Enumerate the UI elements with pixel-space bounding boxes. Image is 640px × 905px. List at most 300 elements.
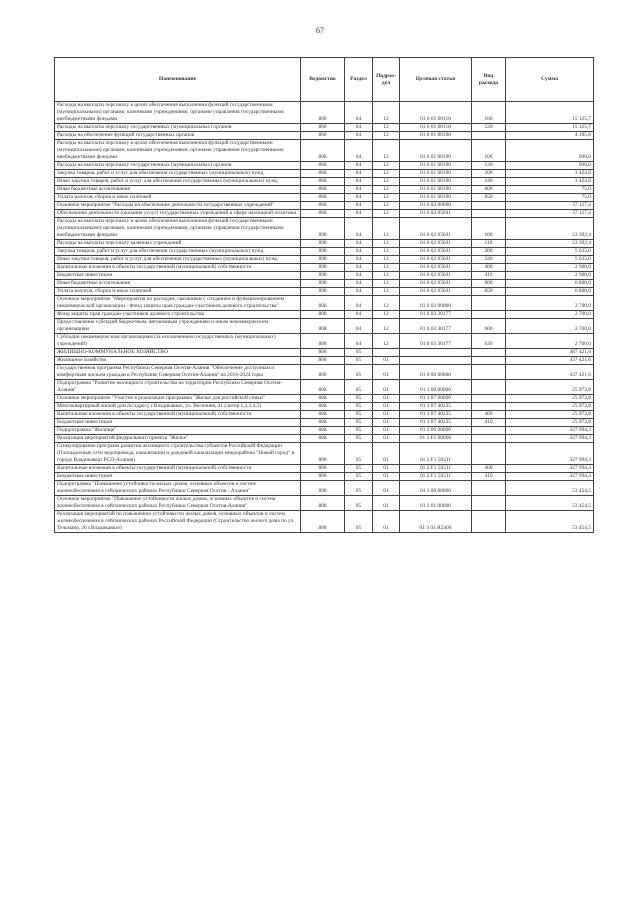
cell-sum: 37 127,4 xyxy=(506,202,594,210)
cell-sum: 25 972,8 xyxy=(506,395,594,403)
cell-target-article xyxy=(400,349,472,357)
cell-name: Уплата налогов, сборов и иных платежей xyxy=(55,288,301,296)
cell-sum: 327 994,3 xyxy=(506,435,594,443)
table-row xyxy=(55,210,594,218)
cell-expense-type xyxy=(472,132,506,140)
cell-podrazdel: 01 xyxy=(373,419,400,427)
cell-sum: 3 424,8 xyxy=(506,170,594,178)
cell-podrazdel: 01 xyxy=(373,511,400,533)
cell-name: Основное мероприятие "Участие в реализации программы "Жилье для российской семьи" xyxy=(55,395,301,403)
cell-podrazdel: 01 xyxy=(373,380,400,395)
cell-razdel: 05 xyxy=(345,473,373,481)
cell-vedomstvo: 808 xyxy=(301,319,345,334)
cell-name: Уплата налогов, сборов и иных платежей xyxy=(55,194,301,202)
cell-sum: 22 392,4 xyxy=(506,240,594,248)
cell-podrazdel: 12 xyxy=(373,132,400,140)
table-row xyxy=(55,380,594,395)
cell-vedomstvo: 808 xyxy=(301,140,345,162)
cell-target-article: 01 3 01 00000 xyxy=(400,496,472,511)
cell-target-article: 01 6 03 30177 xyxy=(400,311,472,319)
cell-vedomstvo: 808 xyxy=(301,202,345,210)
cell-razdel: 05 xyxy=(345,411,373,419)
cell-name: Расходы на выплаты персоналу казенных учреждений xyxy=(55,240,301,248)
cell-podrazdel: 12 xyxy=(373,102,400,124)
cell-sum: 327 994,3 xyxy=(506,465,594,473)
cell-target-article: 01 6 02 05041 xyxy=(400,218,472,240)
cell-podrazdel: 12 xyxy=(373,178,400,186)
cell-podrazdel: 12 xyxy=(373,170,400,178)
cell-podrazdel: 12 xyxy=(373,256,400,264)
cell-sum: 696,0 xyxy=(506,162,594,170)
cell-sum: 327 994,3 xyxy=(506,443,594,465)
cell-name: Капитальные вложения в объекты государственной (муниципальной) собственности xyxy=(55,264,301,272)
cell-target-article: 01 1 00 00000 xyxy=(400,380,472,395)
cell-razdel: 04 xyxy=(345,162,373,170)
table-row xyxy=(55,319,594,334)
cell-podrazdel: 12 xyxy=(373,240,400,248)
cell-podrazdel: 12 xyxy=(373,319,400,334)
cell-expense-type: 400 xyxy=(472,411,506,419)
table-row xyxy=(55,280,594,288)
cell-target-article: 01 6 03 30177 xyxy=(400,319,472,334)
cell-podrazdel: 12 xyxy=(373,194,400,202)
cell-target-article: 01 6 02 05041 xyxy=(400,256,472,264)
cell-podrazdel: 01 xyxy=(373,395,400,403)
cell-sum: 6 800,0 xyxy=(506,280,594,288)
cell-podrazdel: 12 xyxy=(373,218,400,240)
cell-razdel: 05 xyxy=(345,481,373,496)
cell-vedomstvo: 808 xyxy=(301,411,345,419)
cell-expense-type: 100 xyxy=(472,218,506,240)
table-row xyxy=(55,403,594,411)
cell-name: Закупка товаров, работ и услуг для обеспечения государственных (муниципальных) нужд xyxy=(55,248,301,256)
cell-razdel: 04 xyxy=(345,264,373,272)
cell-razdel: 05 xyxy=(345,465,373,473)
cell-razdel: 04 xyxy=(345,140,373,162)
cell-razdel: 04 xyxy=(345,132,373,140)
cell-name: ЖИЛИЩНО-КОММУНАЛЬНОЕ ХОЗЯЙСТВО xyxy=(55,349,301,357)
cell-name: Реализация мероприятий по повышению устойчивости жилых домов, основных объектов и систем жизнеобеспечения в сейсмических районах Российской Федерации (Строительство жилого дома по ул. Тельмана, 26 г.Владикавказ) xyxy=(55,511,301,533)
cell-target-article: 01 6 01 00190 xyxy=(400,132,472,140)
cell-podrazdel: 01 xyxy=(373,496,400,511)
cell-name: Иные бюджетные ассигнования xyxy=(55,186,301,194)
cell-sum: 4 195,8 xyxy=(506,132,594,140)
cell-name: Многоквартирный жилой дом по адресу г.Владикавказ, ул. Весенняя, 41 (литер 1,2,3,4,5) xyxy=(55,403,301,411)
cell-podrazdel: 12 xyxy=(373,311,400,319)
cell-razdel: 05 xyxy=(345,357,373,365)
cell-name: Бюджетные инвестиции xyxy=(55,272,301,280)
cell-target-article: 01 6 02 05041 xyxy=(400,280,472,288)
table-row xyxy=(55,186,594,194)
table-row xyxy=(55,443,594,465)
cell-name: Фонд защиты прав граждан-участников долевого строительства xyxy=(55,311,301,319)
cell-vedomstvo: 808 xyxy=(301,481,345,496)
cell-expense-type xyxy=(472,481,506,496)
cell-target-article: 01 2 F1 00000 xyxy=(400,435,472,443)
cell-vedomstvo: 808 xyxy=(301,311,345,319)
table-row xyxy=(55,427,594,435)
cell-name: Государственная программа Республики Северная Осетия-Алания "Обеспечение доступным и комфортным жильем граждан в Республике Северная Осетия-Алания" на 2016-2024 годы xyxy=(55,365,301,380)
cell-vedomstvo: 808 xyxy=(301,357,345,365)
cell-target-article: 01 6 01 00190 xyxy=(400,162,472,170)
cell-razdel: 04 xyxy=(345,334,373,349)
cell-razdel: 04 xyxy=(345,272,373,280)
cell-sum: 6 800,0 xyxy=(506,288,594,296)
cell-name: Расходы на выплаты персоналу в целях обеспечения выполнения функций государственными (муниципальными) органами, казенными учреждениями, органами управления государственными внебюджетными фондами xyxy=(55,102,301,124)
cell-expense-type: 800 xyxy=(472,186,506,194)
cell-expense-type xyxy=(472,296,506,311)
cell-expense-type xyxy=(472,349,506,357)
table-row xyxy=(55,496,594,511)
cell-sum: 2 700,0 xyxy=(506,296,594,311)
cell-razdel: 05 xyxy=(345,427,373,435)
cell-podrazdel: 01 xyxy=(373,357,400,365)
cell-expense-type xyxy=(472,395,506,403)
cell-sum: 327 994,3 xyxy=(506,427,594,435)
cell-expense-type: 200 xyxy=(472,248,506,256)
cell-sum: 327 994,3 xyxy=(506,473,594,481)
cell-podrazdel: 12 xyxy=(373,248,400,256)
cell-expense-type xyxy=(472,435,506,443)
cell-razdel: 04 xyxy=(345,319,373,334)
cell-vedomstvo: 808 xyxy=(301,178,345,186)
cell-sum: 2 700,0 xyxy=(506,319,594,334)
cell-vedomstvo: 808 xyxy=(301,170,345,178)
table-row xyxy=(55,264,594,272)
cell-sum: 3 424,8 xyxy=(506,178,594,186)
cell-target-article: 01 6 02 05041 xyxy=(400,264,472,272)
table-row xyxy=(55,272,594,280)
cell-vedomstvo: 808 xyxy=(301,194,345,202)
cell-name: Основное мероприятие "Расходы на обеспечение деятельности государственных учреждений" xyxy=(55,202,301,210)
table-row xyxy=(55,481,594,496)
cell-name: Расходы на выплаты персоналу государственных (муниципальных) органов xyxy=(55,162,301,170)
cell-target-article: 01 2 F1 50211 xyxy=(400,465,472,473)
cell-sum: 696,0 xyxy=(506,140,594,162)
cell-razdel: 05 xyxy=(345,496,373,511)
budget-table xyxy=(54,57,594,533)
col-header-sum: Сумма xyxy=(506,58,594,102)
cell-vedomstvo: 808 xyxy=(301,210,345,218)
cell-sum: 15 125,7 xyxy=(506,124,594,132)
cell-expense-type xyxy=(472,311,506,319)
cell-podrazdel: 12 xyxy=(373,288,400,296)
cell-expense-type: 400 xyxy=(472,465,506,473)
cell-target-article: 01 6 01 00190 xyxy=(400,140,472,162)
cell-expense-type: 800 xyxy=(472,280,506,288)
table-row xyxy=(55,218,594,240)
cell-name: Расходы на выплаты персоналу в целях обеспечения выполнения функций государственными (муниципальными) органами, казенными учреждениями, органами управления государственными внебюджетными фондами xyxy=(55,140,301,162)
cell-razdel: 04 xyxy=(345,280,373,288)
col-header-vedomstvo: Ведомство xyxy=(301,58,345,102)
cell-razdel: 04 xyxy=(345,102,373,124)
cell-sum: 5 035,0 xyxy=(506,248,594,256)
table-row xyxy=(55,465,594,473)
cell-target-article: 01 3 00 00000 xyxy=(400,481,472,496)
cell-target-article: 01 6 01 00190 xyxy=(400,170,472,178)
cell-sum: 5 035,0 xyxy=(506,256,594,264)
table-row xyxy=(55,365,594,380)
cell-sum: 25 972,8 xyxy=(506,403,594,411)
cell-sum: 437 421,6 xyxy=(506,357,594,365)
cell-vedomstvo: 808 xyxy=(301,248,345,256)
cell-sum: 22 392,4 xyxy=(506,218,594,240)
cell-expense-type xyxy=(472,365,506,380)
cell-expense-type: 100 xyxy=(472,102,506,124)
cell-podrazdel: 12 xyxy=(373,296,400,311)
cell-podrazdel: 12 xyxy=(373,264,400,272)
table-row xyxy=(55,162,594,170)
cell-razdel: 04 xyxy=(345,124,373,132)
cell-target-article: 01 6 02 05041 xyxy=(400,272,472,280)
cell-name: Субсидии некоммерческим организациям (за исключением государственных (муниципальных) учреждений) xyxy=(55,334,301,349)
cell-expense-type: 100 xyxy=(472,140,506,162)
table-header-row xyxy=(55,58,594,102)
table-body xyxy=(55,102,594,533)
table-row xyxy=(55,194,594,202)
cell-vedomstvo: 808 xyxy=(301,435,345,443)
cell-target-article: 01 6 03 00000 xyxy=(400,296,472,311)
cell-expense-type xyxy=(472,380,506,395)
cell-expense-type: 120 xyxy=(472,162,506,170)
table-row xyxy=(55,102,594,124)
cell-name: Иные бюджетные ассигнования xyxy=(55,280,301,288)
cell-name: Иные закупки товаров, работ и услуг для обеспечения государственных (муниципальных) нужд xyxy=(55,256,301,264)
cell-name: Стимулирование программ развития жилищного строительства субъектов Российской Федерации (Площадочные сети водопровода, канализации и дождевой канализации микрорайона "Новый город" в городе Владикавказ РСО-Алания) xyxy=(55,443,301,465)
cell-target-article: 01 0 00 00000 xyxy=(400,365,472,380)
cell-razdel: 04 xyxy=(345,218,373,240)
cell-vedomstvo: 808 xyxy=(301,465,345,473)
cell-name: Основное мероприятие "Мероприятия по расходам, связанным с созданием и функционированием некоммерческой организации - Фонд защиты прав граждан-участников долевого строительства" xyxy=(55,296,301,311)
table-row xyxy=(55,296,594,311)
cell-vedomstvo: 808 xyxy=(301,272,345,280)
table-row xyxy=(55,178,594,186)
cell-vedomstvo: 808 xyxy=(301,419,345,427)
cell-expense-type: 240 xyxy=(472,178,506,186)
cell-sum: 487 421,6 xyxy=(506,349,594,357)
cell-razdel: 04 xyxy=(345,210,373,218)
cell-vedomstvo: 808 xyxy=(301,124,345,132)
cell-razdel: 05 xyxy=(345,365,373,380)
cell-vedomstvo: 808 xyxy=(301,296,345,311)
cell-sum: 25 972,8 xyxy=(506,419,594,427)
cell-razdel: 04 xyxy=(345,240,373,248)
cell-razdel: 05 xyxy=(345,435,373,443)
cell-name: Расходы на выплаты персоналу в целях обеспечения выполнения функций государственными (муниципальными) органами, казенными учреждениями, органами управления государственными внебюджетными фондами xyxy=(55,218,301,240)
cell-expense-type: 400 xyxy=(472,264,506,272)
table-row xyxy=(55,170,594,178)
cell-name: Бюджетные инвестиции xyxy=(55,473,301,481)
cell-name: Расходы на обеспечение функций государственных органов xyxy=(55,132,301,140)
cell-name: Бюджетные инвестиции xyxy=(55,419,301,427)
cell-razdel: 04 xyxy=(345,296,373,311)
cell-podrazdel: 01 xyxy=(373,365,400,380)
cell-razdel: 05 xyxy=(345,349,373,357)
cell-sum: 2 900,0 xyxy=(506,264,594,272)
cell-podrazdel: 01 xyxy=(373,427,400,435)
cell-sum: 53 454,5 xyxy=(506,496,594,511)
cell-vedomstvo: 808 xyxy=(301,334,345,349)
table-row xyxy=(55,395,594,403)
cell-target-article: 01 1 07 40235 xyxy=(400,403,472,411)
cell-expense-type: 630 xyxy=(472,334,506,349)
cell-sum: 75,0 xyxy=(506,194,594,202)
cell-podrazdel: 12 xyxy=(373,186,400,194)
cell-target-article: 01 6 01 00110 xyxy=(400,124,472,132)
table-row xyxy=(55,357,594,365)
table-row xyxy=(55,311,594,319)
table-row xyxy=(55,202,594,210)
cell-expense-type: 410 xyxy=(472,419,506,427)
table-row xyxy=(55,256,594,264)
cell-vedomstvo: 808 xyxy=(301,256,345,264)
cell-sum: 2 700,0 xyxy=(506,334,594,349)
cell-razdel: 05 xyxy=(345,403,373,411)
cell-name: Капитальные вложения в объекты государственной (муниципальной) собственности xyxy=(55,411,301,419)
cell-vedomstvo: 808 xyxy=(301,186,345,194)
cell-razdel: 05 xyxy=(345,443,373,465)
cell-target-article: 01 1 07 00000 xyxy=(400,395,472,403)
cell-vedomstvo: 808 xyxy=(301,496,345,511)
cell-podrazdel: 01 xyxy=(373,473,400,481)
cell-vedomstvo: 808 xyxy=(301,240,345,248)
cell-sum: 25 972,8 xyxy=(506,411,594,419)
table-row xyxy=(55,288,594,296)
cell-vedomstvo: 808 xyxy=(301,218,345,240)
cell-razdel: 04 xyxy=(345,202,373,210)
cell-name: Расходы на выплаты персоналу государственных (муниципальных) органов xyxy=(55,124,301,132)
cell-target-article xyxy=(400,357,472,365)
cell-name: Капитальные вложения в объекты государственной (муниципальной) собственности xyxy=(55,465,301,473)
table-row xyxy=(55,349,594,357)
table-row xyxy=(55,419,594,427)
cell-target-article: 01 2 00 00000 xyxy=(400,427,472,435)
cell-vedomstvo: 808 xyxy=(301,511,345,533)
cell-name: Иные закупки товаров, работ и услуг для обеспечения государственных (муниципальных) нужд xyxy=(55,178,301,186)
cell-name: Жилищное хозяйство xyxy=(55,357,301,365)
cell-target-article: 01 6 02 05041 xyxy=(400,248,472,256)
cell-target-article: 01 2 F1 50211 xyxy=(400,443,472,465)
cell-expense-type: 850 xyxy=(472,194,506,202)
cell-sum: 25 972,8 xyxy=(506,380,594,395)
cell-target-article: 01 6 02 05041 xyxy=(400,288,472,296)
cell-podrazdel: 12 xyxy=(373,162,400,170)
cell-name: Подпрограмма "Жилище" xyxy=(55,427,301,435)
cell-sum: 75,0 xyxy=(506,186,594,194)
cell-sum: 2 900,0 xyxy=(506,272,594,280)
cell-expense-type: 200 xyxy=(472,170,506,178)
cell-podrazdel xyxy=(373,349,400,357)
cell-expense-type xyxy=(472,357,506,365)
cell-razdel: 04 xyxy=(345,256,373,264)
cell-podrazdel: 12 xyxy=(373,334,400,349)
cell-expense-type xyxy=(472,403,506,411)
cell-target-article: 01 6 01 00190 xyxy=(400,194,472,202)
col-header-razdel: Раздел xyxy=(345,58,373,102)
cell-podrazdel: 12 xyxy=(373,272,400,280)
cell-expense-type xyxy=(472,210,506,218)
cell-target-article: 01 1 07 40235 xyxy=(400,411,472,419)
cell-vedomstvo: 808 xyxy=(301,288,345,296)
table-row xyxy=(55,334,594,349)
cell-vedomstvo: 808 xyxy=(301,132,345,140)
cell-name: Подпрограмма "Повышение устойчивости жилых домов, основных объектов и систем жизнеобеспечения в сейсмических районах Республики Северная Осетия - Алания" xyxy=(55,481,301,496)
cell-expense-type: 600 xyxy=(472,319,506,334)
cell-podrazdel: 01 xyxy=(373,481,400,496)
cell-target-article: 01 6 02 05041 xyxy=(400,210,472,218)
cell-target-article: 01 2 F1 50211 xyxy=(400,473,472,481)
cell-podrazdel: 01 xyxy=(373,435,400,443)
cell-razdel: 04 xyxy=(345,248,373,256)
cell-podrazdel: 12 xyxy=(373,280,400,288)
cell-name: Реализация мероприятий федерального проекта "Жилье" xyxy=(55,435,301,443)
cell-razdel: 04 xyxy=(345,311,373,319)
col-header-name: Наименование xyxy=(55,58,301,102)
cell-name: Предоставление субсидий бюджетным, автономным учреждениям и иным некоммерческим организациям xyxy=(55,319,301,334)
cell-name: Подпрограмма "Развитие жилищного строительства на территории Республики Северная Осетия-Алания" xyxy=(55,380,301,395)
cell-podrazdel: 12 xyxy=(373,202,400,210)
table-row xyxy=(55,473,594,481)
cell-podrazdel: 01 xyxy=(373,403,400,411)
cell-expense-type xyxy=(472,443,506,465)
cell-vedomstvo: 808 xyxy=(301,395,345,403)
table-row xyxy=(55,132,594,140)
cell-vedomstvo: 808 xyxy=(301,365,345,380)
cell-expense-type: 110 xyxy=(472,240,506,248)
cell-vedomstvo: 808 xyxy=(301,473,345,481)
table-row xyxy=(55,248,594,256)
cell-vedomstvo: 808 xyxy=(301,349,345,357)
cell-target-article: 01 6 01 00190 xyxy=(400,186,472,194)
cell-vedomstvo: 808 xyxy=(301,264,345,272)
cell-target-article: 01 6 01 00110 xyxy=(400,102,472,124)
cell-target-article: 01 6 02 05041 xyxy=(400,240,472,248)
cell-sum: 2 700,0 xyxy=(506,311,594,319)
cell-podrazdel: 01 xyxy=(373,443,400,465)
cell-name: Основное мероприятие "Повышение устойчивости жилых домов, основных объектов и систем жизнеобеспечения в сейсмических районах Республики Северная Осетия-Алания" xyxy=(55,496,301,511)
cell-podrazdel: 01 xyxy=(373,411,400,419)
col-header-podrazdel: Подраз- дел xyxy=(373,58,400,102)
table-row xyxy=(55,511,594,533)
cell-vedomstvo: 808 xyxy=(301,102,345,124)
cell-razdel: 04 xyxy=(345,194,373,202)
cell-target-article: 01 6 03 30177 xyxy=(400,334,472,349)
cell-sum: 53 454,5 xyxy=(506,481,594,496)
table-row xyxy=(55,411,594,419)
cell-expense-type: 850 xyxy=(472,288,506,296)
page-number: 67 xyxy=(316,26,324,35)
cell-razdel: 05 xyxy=(345,511,373,533)
cell-target-article: 01 1 07 40235 xyxy=(400,419,472,427)
cell-target-article: 01 3 01 R5406 xyxy=(400,511,472,533)
table-row xyxy=(55,140,594,162)
cell-razdel: 04 xyxy=(345,170,373,178)
cell-vedomstvo: 808 xyxy=(301,427,345,435)
table-row xyxy=(55,124,594,132)
cell-razdel: 04 xyxy=(345,186,373,194)
cell-razdel: 04 xyxy=(345,178,373,186)
cell-vedomstvo: 808 xyxy=(301,280,345,288)
cell-target-article: 01 6 01 00190 xyxy=(400,178,472,186)
cell-podrazdel: 12 xyxy=(373,124,400,132)
cell-podrazdel: 01 xyxy=(373,465,400,473)
cell-expense-type: 240 xyxy=(472,256,506,264)
cell-expense-type xyxy=(472,202,506,210)
cell-razdel: 05 xyxy=(345,380,373,395)
cell-name: Закупка товаров, работ и услуг для обеспечения государственных (муниципальных) нужд xyxy=(55,170,301,178)
cell-name: Обеспечение деятельности (оказание услуг) государственных учреждений в сфере жилищной политики xyxy=(55,210,301,218)
table-row xyxy=(55,240,594,248)
